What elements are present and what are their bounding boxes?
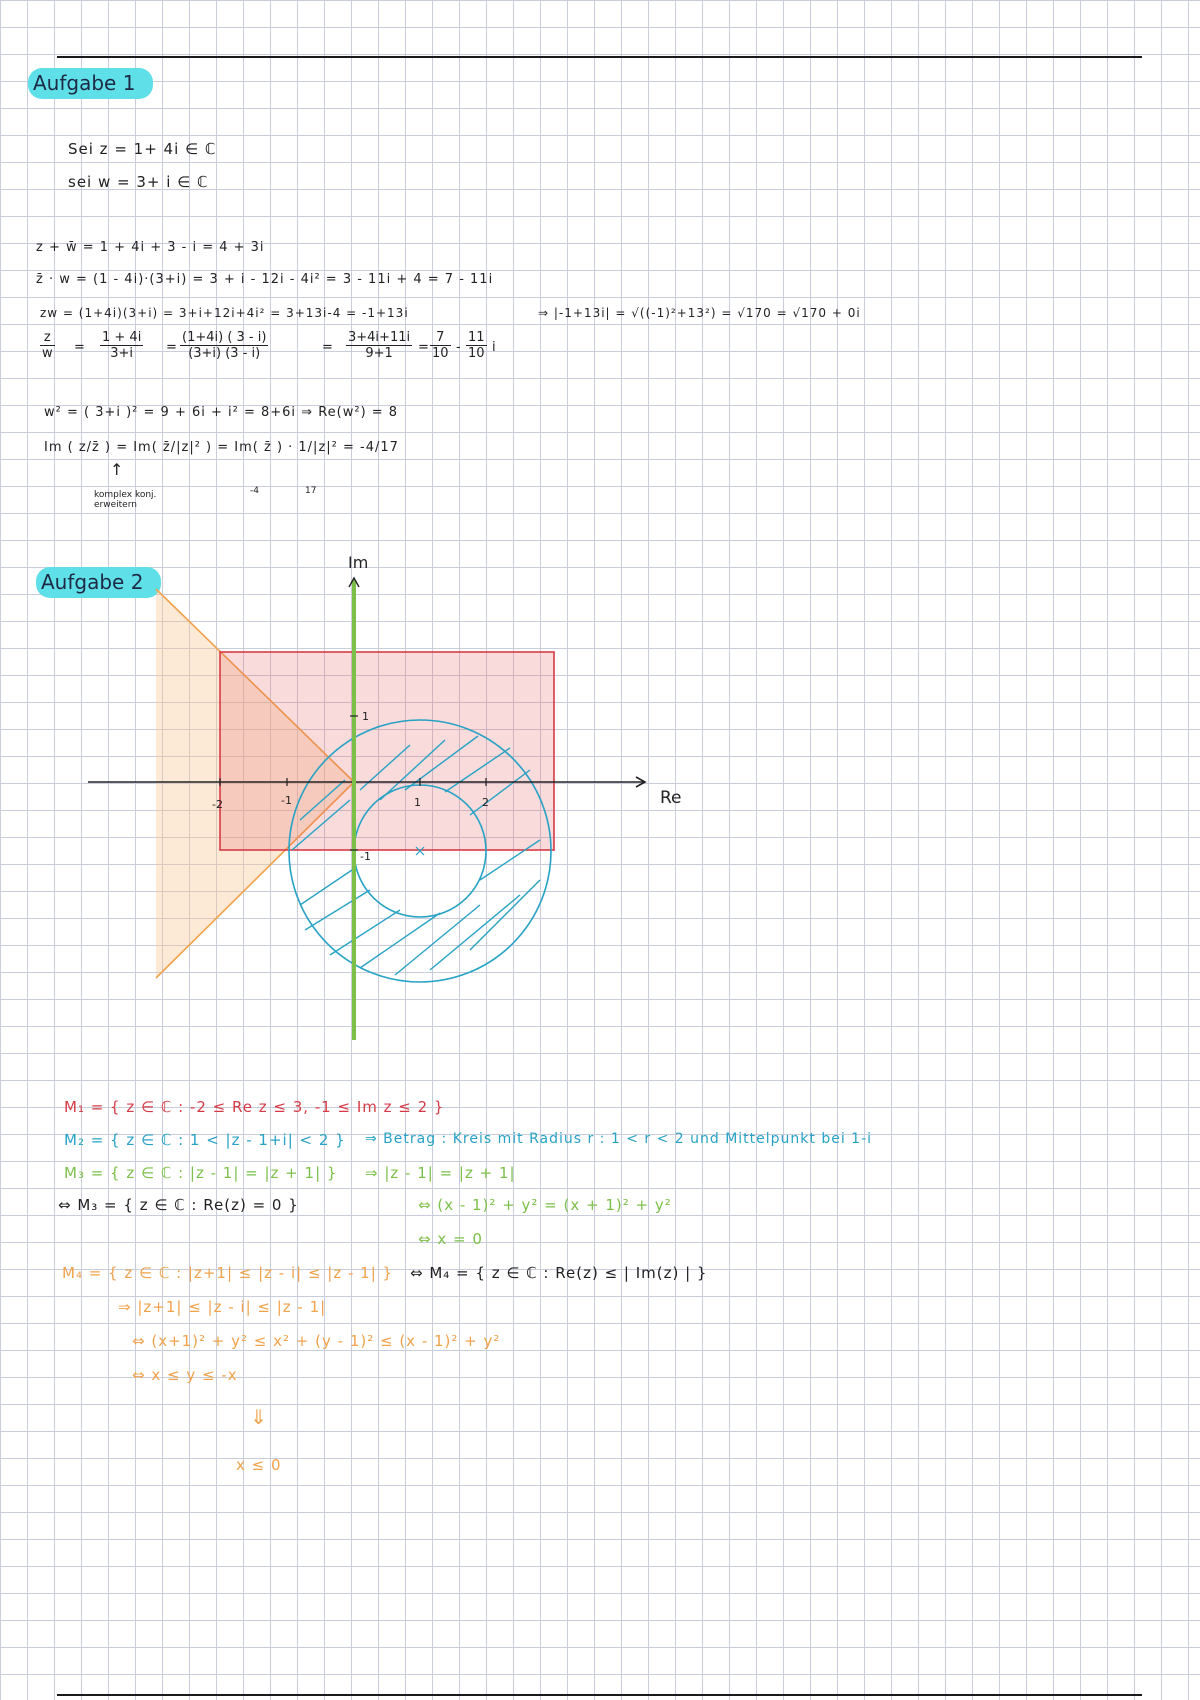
fraction-numerator: (1+4i) ( 3 - i) [182, 330, 267, 345]
set-m4-equivalent: ⇔ M₄ = { z ∈ ℂ : Re(z) ≤ | Im(z) | } [410, 1264, 708, 1282]
set-m1: M₁ = { z ∈ ℂ : -2 ≤ Re z ≤ 3, -1 ≤ Im z ≤ 2 } [64, 1098, 445, 1116]
equals-sign: = [418, 340, 430, 355]
tick-label-x-1: 1 [414, 796, 421, 809]
fraction-numerator: 11 [468, 330, 485, 345]
sum-line: z + w̄ = 1 + 4i + 3 - i = 4 + 3i [36, 240, 265, 255]
equals-sign: = [74, 340, 86, 355]
equals-sign: = [322, 340, 334, 355]
fraction-numerator: 7 [430, 330, 451, 346]
tick-label-y-1: 1 [362, 710, 369, 723]
set-m4-step-3: ⇔ x ≤ y ≤ -x [132, 1366, 238, 1384]
fraction-denominator: 9+1 [365, 346, 393, 361]
set-m3-step-1: ⇒ |z - 1| = |z + 1| [365, 1164, 516, 1182]
imaginary-unit: i [492, 340, 497, 355]
set-m3-step-3: ⇔ x = 0 [418, 1230, 483, 1248]
imaginary-axis-label: Im [348, 553, 369, 572]
denominator-note-right: 17 [305, 486, 317, 496]
fraction-numerator: 1 + 4i [102, 330, 142, 345]
set-m4-step-4: ⇓ [250, 1405, 268, 1429]
set-m4: M₄ = { z ∈ ℂ : |z+1| ≤ |z - i| ≤ |z - 1| } [62, 1264, 394, 1282]
set-m4-step-2: ⇔ (x+1)² + y² ≤ x² + (y - 1)² ≤ (x - 1)² + y² [132, 1332, 501, 1350]
fraction-numerator: z [40, 330, 55, 346]
conjugate-note: komplex konj. erweitern [94, 490, 157, 510]
set-m3-equivalent: ⇔ M₃ = { z ∈ ℂ : Re(z) = 0 } [58, 1196, 299, 1214]
minus-sign: - [456, 340, 462, 355]
set-m2: M₂ = { z ∈ ℂ : 1 < |z - 1+i| < 2 } [64, 1131, 346, 1149]
fraction-denominator: 3+i [110, 346, 134, 361]
tick-label-y-neg1: -1 [360, 850, 371, 863]
zw-modulus-line: ⇒ |-1+13i| = √((-1)²+13²) = √170 = √170 + 0i [538, 306, 861, 320]
set-m4-step-1: ⇒ |z+1| ≤ |z - i| ≤ |z - 1| [118, 1298, 327, 1316]
set-m3-step-2: ⇔ (x - 1)² + y² = (x + 1)² + y² [418, 1196, 672, 1214]
tick-label-x-neg1: -1 [281, 794, 292, 807]
set-m3: M₃ = { z ∈ ℂ : |z - 1| = |z + 1| } [64, 1164, 338, 1182]
fraction-denominator: w [42, 346, 53, 361]
set-m4-step-5: x ≤ 0 [236, 1456, 282, 1474]
fraction-denominator: (3+i) (3 - i) [188, 346, 261, 361]
task2-title-badge: Aufgabe 2 [36, 567, 161, 598]
set-m2-note: ⇒ Betrag : Kreis mit Radius r : 1 < r < 2 und Mittelpunkt bei 1-i [365, 1131, 873, 1147]
equals-sign: = [166, 340, 178, 355]
definition-w: sei w = 3+ i ∈ ℂ [68, 173, 209, 191]
w-squared-line: w² = ( 3+i )² = 9 + 6i + i² = 8+6i ⇒ Re(w²) = 8 [44, 405, 399, 420]
tick-label-x-neg2: -2 [212, 798, 223, 811]
fraction-denominator: 10 [432, 346, 449, 361]
product-line: z̄ · w = (1 - 4i)·(3+i) = 3 + i - 12i - 4i² = 3 - 11i + 4 = 7 - 11i [36, 272, 494, 287]
zw-product-line: zw = (1+4i)(3+i) = 3+i+12i+4i² = 3+13i-4 = -1+13i [40, 306, 409, 320]
definition-z: Sei z = 1+ 4i ∈ ℂ [68, 140, 217, 158]
fraction-numerator: 3+4i+11i [348, 330, 411, 345]
real-axis-label: Re [660, 788, 682, 808]
imaginary-part-line: Im ( z/z̄ ) = Im( z̄/|z|² ) = Im( z̄ ) · 1/|z|² = -4/17 [44, 440, 399, 455]
arrow-up-icon: ↑ [110, 460, 125, 479]
fraction-denominator: 10 [468, 346, 485, 361]
tick-label-x-2: 2 [482, 796, 489, 809]
task1-title-badge: Aufgabe 1 [28, 68, 153, 99]
denominator-note-left: -4 [250, 486, 259, 496]
